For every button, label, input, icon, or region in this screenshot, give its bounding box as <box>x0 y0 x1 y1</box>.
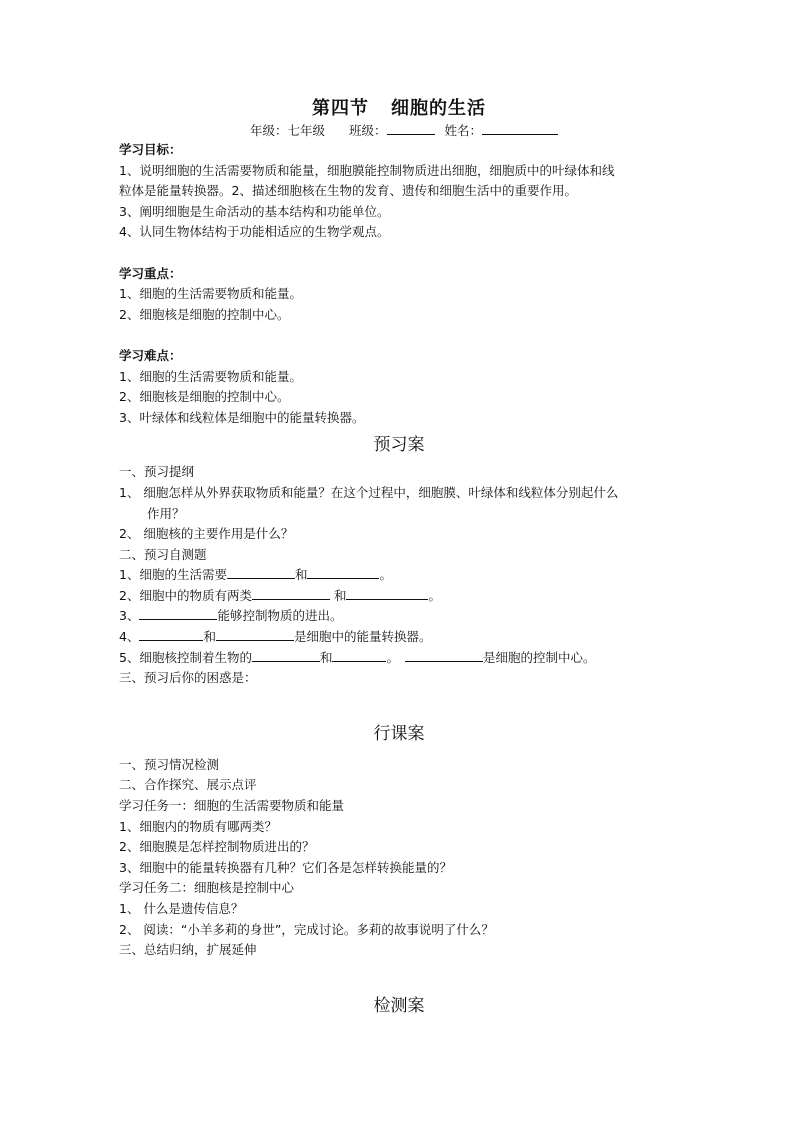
difficulties-heading: 学习难点： <box>119 347 182 363</box>
answer-blank[interactable] <box>332 648 386 662</box>
answer-blank[interactable] <box>252 586 330 600</box>
key-point-line: 2、细胞核是细胞的控制中心。 <box>119 306 290 322</box>
lesson-heading: 行课案 <box>373 723 425 744</box>
task-question: 2、细胞膜是怎样控制物质进出的？ <box>119 839 315 855</box>
lesson-step: 一、预习情况检测 <box>119 756 220 772</box>
answer-blank[interactable] <box>405 648 483 662</box>
test-heading: 检测案 <box>373 995 425 1016</box>
goal-line: 1、说明细胞的生活需要物质和能量，细胞膜能控制物质进出细胞，细胞质中的叶绿体和线 <box>119 162 615 178</box>
lesson-step: 三、总结归纳，扩展延伸 <box>119 942 257 958</box>
fill-in-question: 5、细胞核控制着生物的 和 。 是细胞的控制中心。 <box>119 649 596 665</box>
confusion-prompt: 三、预习后你的困惑是： <box>119 670 257 686</box>
fill-in-question: 2、细胞中的物质有两类 和 。 <box>119 587 441 603</box>
name-label: 姓名： <box>444 123 482 138</box>
answer-blank[interactable] <box>307 565 379 579</box>
name-blank[interactable] <box>482 122 558 135</box>
outline-title: 一、预习提纲 <box>119 464 195 480</box>
difficulty-line: 1、细胞的生活需要物质和能量。 <box>119 368 302 384</box>
key-point-line: 1、细胞的生活需要物质和能量。 <box>119 286 302 302</box>
outline-question-cont: 作用？ <box>147 505 185 521</box>
difficulty-line: 2、细胞核是细胞的控制中心。 <box>119 389 290 405</box>
lesson-title: 细胞的生活 <box>391 98 486 119</box>
answer-blank[interactable] <box>139 606 217 620</box>
goal-line: 粒体是能量转换器。2、描述细胞核在生物的发育、遗传和细胞生活中的重要作用。 <box>119 183 577 199</box>
answer-blank[interactable] <box>139 627 203 641</box>
student-info-row <box>129 122 679 140</box>
fill-in-question: 3、 能够控制物质的进出。 <box>119 608 343 624</box>
outline-question: 1、 细胞怎样从外界获取物质和能量？在这个过程中，细胞膜、叶绿体和线粒体分别起什么 <box>119 484 619 500</box>
task-question: 1、 什么是遗传信息？ <box>119 901 244 916</box>
goal-line: 4、认同生物体结构于功能相适应的生物学观点。 <box>119 224 390 240</box>
grade-label: 年级：七年级 <box>249 123 325 138</box>
fill-in-question: 4、 和 是细胞中的能量转换器。 <box>119 629 432 645</box>
key-points-heading: 学习重点： <box>119 265 182 281</box>
worksheet-page <box>119 96 679 1023</box>
task-question: 2、 阅读：“小羊多莉的身世”，完成讨论。多莉的故事说明了什么？ <box>119 921 494 937</box>
answer-blank[interactable] <box>227 565 295 579</box>
answer-blank[interactable] <box>216 627 294 641</box>
task-question: 3、细胞中的能量转换器有几种？它们各是怎样转换能量的？ <box>119 859 452 875</box>
self-test-title: 二、预习自测题 <box>119 546 207 562</box>
learning-task-title: 学习任务一：细胞的生活需要物质和能量 <box>119 798 345 814</box>
answer-blank[interactable] <box>346 586 428 600</box>
goals-heading: 学习目标： <box>119 142 182 157</box>
lesson-step: 二、合作探究、展示点评 <box>119 777 257 793</box>
learning-task-title: 学习任务二：细胞核是控制中心 <box>119 880 295 896</box>
class-blank[interactable] <box>387 122 435 135</box>
task-question: 1、细胞内的物质有哪两类？ <box>119 818 277 834</box>
goal-line: 3、阐明细胞是生命活动的基本结构和功能单位。 <box>119 203 390 219</box>
answer-blank[interactable] <box>252 648 320 662</box>
section-number: 第四节 <box>312 98 369 119</box>
fill-in-question: 1、细胞的生活需要 和 。 <box>119 567 392 583</box>
page-title <box>119 96 679 122</box>
outline-question: 2、 细胞核的主要作用是什么？ <box>119 526 294 542</box>
difficulty-line: 3、叶绿体和线粒体是细胞中的能量转换器。 <box>119 409 365 425</box>
class-label: 班级： <box>348 123 387 138</box>
preview-heading: 预习案 <box>373 435 425 456</box>
